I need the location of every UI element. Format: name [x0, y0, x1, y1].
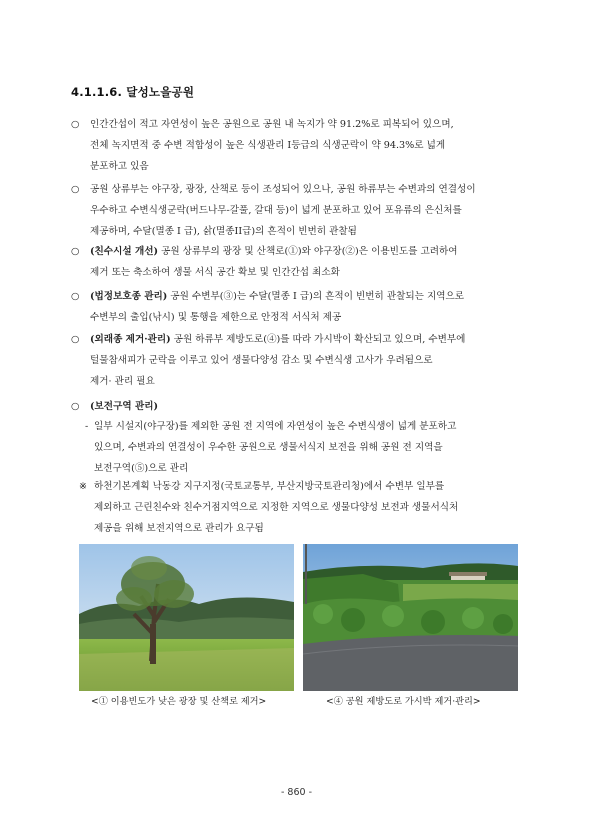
- item-text: 인간간섭이 적고 자연성이 높은 공원으로 공원 내 녹지가 약 91.2%로 피복되어 있으며,: [90, 119, 454, 130]
- note-marker: ※: [79, 481, 88, 492]
- photo-caption: <④ 공원 제방도로 가시박 제거·관리>: [326, 696, 481, 707]
- list-item: [71, 114, 523, 177]
- list-item: [71, 241, 523, 283]
- item-title: (법정보호종 관리): [90, 291, 168, 302]
- sub-item: [71, 416, 523, 479]
- item-text: 보전구역(⑤)으로 관리: [94, 463, 189, 474]
- bullet-circle: ○: [71, 184, 80, 195]
- item-text: 제공하며, 수달(멸종 I 급), 삵(멸종II급)의 흔적이 빈번히 관찰됨: [90, 226, 357, 237]
- item-text: 전체 녹지면적 중 수변 적합성이 높은 식생관리 I등급의 식생군락이 약 94.3%로 넓게: [90, 140, 446, 151]
- item-text: 공원 상류부는 야구장, 광장, 산책로 등이 조성되어 있으나, 공원 하류부는 수변과의 연결성이: [90, 184, 476, 195]
- item-title: (친수시설 개선): [90, 246, 159, 257]
- bullet-circle: ○: [71, 401, 80, 412]
- page-number: - 860 -: [280, 787, 313, 798]
- photo-caption: <① 이용빈도가 낮은 광장 및 산책로 제거>: [91, 696, 267, 707]
- item-text: 제거· 관리 필요: [90, 376, 155, 387]
- list-item: [71, 396, 523, 417]
- section-heading: 4.1.1.6. 달성노을공원: [71, 85, 195, 99]
- list-item: [71, 286, 523, 328]
- list-item: [71, 329, 523, 392]
- bullet-circle: ○: [71, 291, 80, 302]
- item-text: 공원 하류부 제방도로(④)를 따라 가시박이 확산되고 있으며, 수변부에: [170, 334, 466, 345]
- item-title: (외래종 제거·관리): [90, 334, 171, 345]
- item-text: 공원 상류부의 광장 및 산책로(①)와 야구장(②)은 이용빈도를 고려하여: [158, 246, 458, 257]
- item-title: (보전구역 관리): [90, 401, 159, 412]
- item-text: 공원 수변부(③)는 수달(멸종 I 급)의 흔적이 빈번히 관찰되는 지역으로: [167, 291, 465, 302]
- item-text: 일부 시설지(야구장)를 제외한 공원 전 지역에 자연성이 높은 수변식생이 넓게 분포하고: [94, 421, 457, 432]
- bullet-circle: ○: [71, 334, 80, 345]
- item-text: 하천기본계획 낙동강 지구지정(국토교통부, 부산지방국토관리청)에서 수변부 일부를: [94, 481, 445, 492]
- note-item: [71, 476, 523, 539]
- photo-plaza-trail: [79, 544, 294, 691]
- bullet-circle: ○: [71, 119, 80, 130]
- item-text: 분포하고 있음: [90, 161, 149, 172]
- item-text: 털물참새피가 군락을 이루고 있어 생물다양성 감소 및 수변식생 고사가 우려됨으로: [90, 355, 433, 366]
- bullet-circle: ○: [71, 246, 80, 257]
- item-text: 제외하고 근린친수와 친수거점지역으로 지정한 지역으로 생물다양성 보전과 생물서식처: [94, 502, 459, 513]
- item-text: 우수하고 수변식생군락(버드나무-갈풀, 갈대 등)이 넓게 분포하고 있어 포유류의 은신처를: [90, 205, 462, 216]
- list-item: [71, 179, 523, 242]
- item-text: 제거 또는 축소하여 생물 서식 공간 확보 및 인간간섭 최소화: [90, 267, 340, 278]
- item-text: 수변부의 출입(낚시) 및 통행을 제한으로 안정적 서식처 제공: [90, 312, 342, 323]
- dash-marker: -: [85, 421, 89, 432]
- item-text: 제공을 위해 보전지역으로 관리가 요구됨: [94, 523, 264, 534]
- photo-embankment-road: [303, 544, 518, 691]
- item-text: 있으며, 수변과의 연결성이 우수한 공원으로 생물서식지 보전을 위해 공원 전 지역을: [94, 442, 443, 453]
